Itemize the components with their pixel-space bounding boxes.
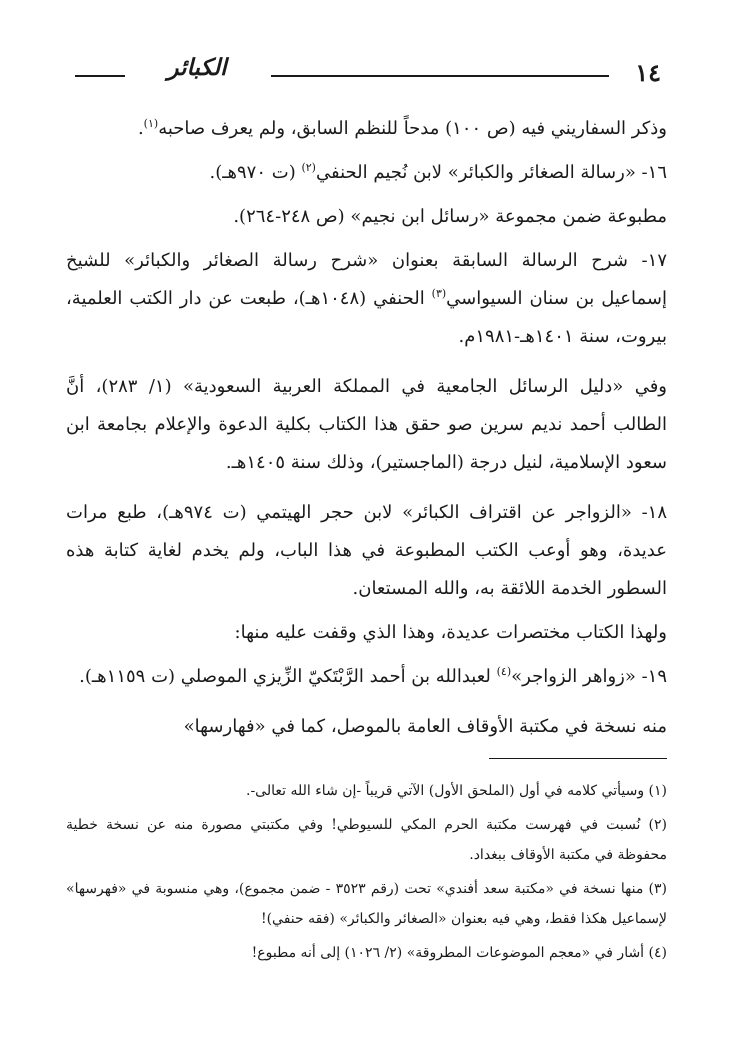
paragraph: ١٨- «الزواجر عن اقتراف الكبائر» لابن حجر الهيتمي (ت ٩٧٤هـ)، طبع مرات عديدة، وهو أوعب الكتب المطبوعة في هذا الباب، ولم يخدم لغاية كتابة هذه السطور الخدمة اللائقة به، والله المستعان. (66, 502, 667, 599)
header-rule (271, 75, 609, 77)
footnote: (١) وسيأتي كلامه في أول (الملحق الأول) الآتي قريباً -إن شاء الله تعالى-. (246, 783, 667, 799)
paragraph: ١٦- «رسالة الصغائر والكبائر» لابن نُجيم الحنفي$^{(٢)}$ (ت ٩٧٠هـ). (209, 161, 667, 183)
footnotes (66, 776, 667, 972)
paragraph: ولهذا الكتاب مختصرات عديدة، وهذا الذي وقفت عليه منها: (234, 622, 667, 643)
page-number: ١٤ (635, 58, 661, 87)
page-header (75, 52, 667, 96)
footnote-separator (489, 758, 667, 759)
footnote: (٤) أشار في «معجم الموضوعات المطروقة» (٢/ ١٠٢٦) إلى أنه مطبوع! (251, 945, 667, 961)
footnote: (٢) نُسبت في فهرست مكتبة الحرم المكي للسيوطي! وفي مكتبتي مصورة منه عن نسخة خطية محفوظة في مكتبة الأوقاف ببغداد. (66, 817, 667, 863)
footnote-marker: (٢) (301, 161, 316, 174)
paragraph: وذكر السفاريني فيه (ص ١٠٠) مدحاً للنظم السابق، ولم يعرف صاحبه$^{(١)}$. (137, 117, 667, 139)
footnote-marker: (٣) (431, 287, 447, 300)
running-title: الكبائر (167, 54, 227, 81)
footnote-marker: (١) (143, 117, 159, 130)
paragraph: وفي «دليل الرسائل الجامعية في المملكة العربية السعودية» (١/ ٢٨٣)، أنَّ الطالب أحمد نديم سرين صو حقق هذا الكتاب بكلية الدعوة والإعلام بجامعة ابن سعود الإسلامية، لنيل درجة (الماجستير)، وذلك سنة ١٤٠٥هـ. (66, 376, 667, 473)
paragraph: منه نسخة في مكتبة الأوقاف العامة بالموصل، كما في «فهارسها» (183, 716, 667, 737)
paragraph: ١٧- شرح الرسالة السابقة بعنوان «شرح رسالة الصغائر والكبائر» للشيخ إسماعيل بن سنان السيواسي$^{(٣)}$ الحنفي (١٠٤٨هـ)، طبعت عن دار الكتب العلمية، بيروت، سنة ١٤٠١هـ-١٩٨١م. (66, 250, 667, 347)
footnote: (٣) منها نسخة في «مكتبة سعد أفندي» تحت (رقم ٣٥٢٣ - ضمن مجموع)، وهي منسوبة في «فهرسها» لإسماعيل هكذا فقط، وهي فيه بعنوان «الصغائر والكبائر» (فقه حنفي)! (66, 881, 667, 927)
header-rule-end (75, 75, 125, 77)
paragraph: ١٩- «زواهر الزواجر»$^{(٤)}$ لعبدالله بن أحمد الرَّبْتَكيّ الزِّيزي الموصلي (ت ١١٥٩هـ). (79, 665, 667, 687)
footnote-marker: (٤) (496, 665, 512, 678)
paragraph: مطبوعة ضمن مجموعة «رسائل ابن نجيم» (ص ٢٤٨-٢٦٤). (233, 206, 667, 227)
main-text (66, 110, 667, 752)
